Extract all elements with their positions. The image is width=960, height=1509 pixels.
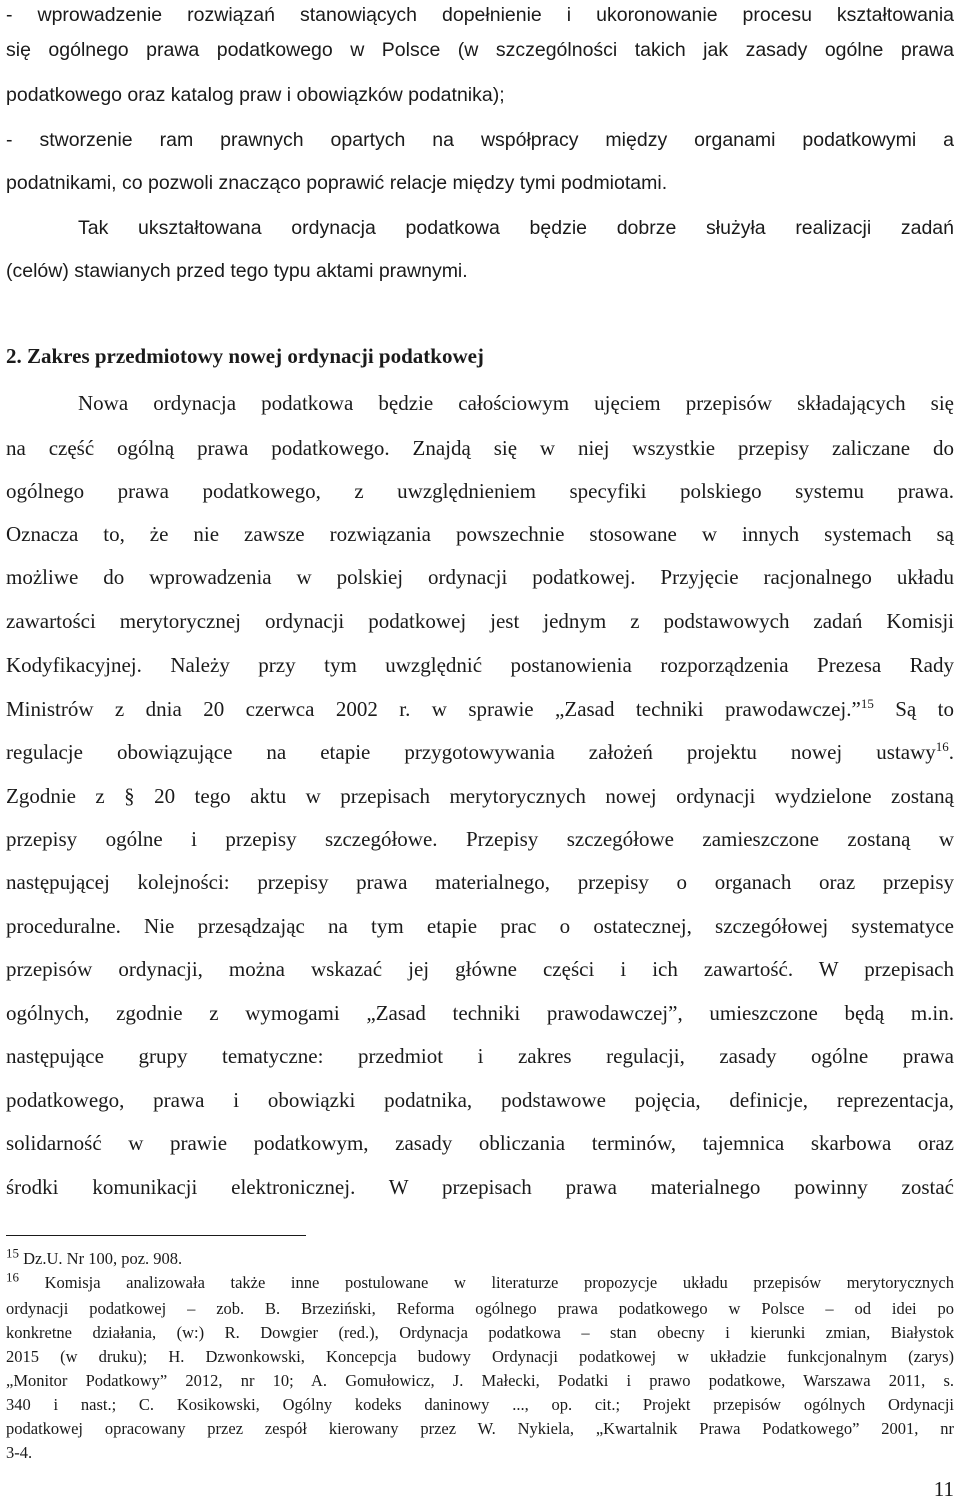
text-line: się ogólnego prawa podatkowego w Polsce (w szczególności takich jak zasady ogólne prawa <box>6 39 954 61</box>
text-line: Tak ukształtowana ordynacja podatkowa będzie dobrze służyła realizacji zadań <box>78 217 954 239</box>
text-line-footnote-ref-16 <box>6 737 954 767</box>
text-line-footnote-ref-15 <box>6 694 954 724</box>
text-line: możliwe do wprowadzenia w polskiej ordynacji podatkowej. Przyjęcie racjonalnego układu <box>6 565 954 589</box>
text-line: - stworzenie ram prawnych opartych na współpracy między organami podatkowymi a <box>6 129 954 151</box>
text-span: Ministrów z dnia 20 czerwca 2002 r. w sprawie „Zasad techniki prawodawczej.” <box>6 697 861 721</box>
footnote-ref-16[interactable]: 16 <box>935 739 949 754</box>
text-line: zawartości merytorycznej ordynacji podatkowej jest jednym z podstawowych zadań Komisji <box>6 609 954 633</box>
footnote-number: 15 <box>6 1245 19 1261</box>
text-line: solidarność w prawie podatkowym, zasady obliczania terminów, tajemnica skarbowa oraz <box>6 1131 954 1155</box>
text-line: na część ogólną prawa podatkowego. Znajdą się w niej wszystkie przepisy zaliczane do <box>6 436 954 460</box>
text-line: podatkowego oraz katalog praw i obowiązków podatnika); <box>6 84 505 106</box>
text-line: Zgodnie z § 20 tego aktu w przepisach merytorycznych nowej ordynacji wydzielone zostaną <box>6 784 954 808</box>
text-line: Oznacza to, że nie zawsze rozwiązania powszechnie stosowane w innych systemach są <box>6 522 954 546</box>
footnote-line: 2015 (w druku); H. Dzwonkowski, Koncepcja budowy Ordynacji podatkowej w układzie funkcjonalnym (zarys) <box>6 1347 954 1366</box>
footnote-ref-15[interactable]: 15 <box>860 696 874 711</box>
text-span: regulacje obowiązujące na etapie przygotowywania założeń projektu nowej ustawy <box>6 740 936 764</box>
footnote-line: podatkowej opracowany przez zespół kierowany przez W. Nykiela, „Kwartalnik Prawa Podatkowego” 2001, nr <box>6 1419 954 1438</box>
footnote-text: Komisja analizowała także inne postulowane w literaturze propozycje układu przepisów merytorycznych <box>19 1273 954 1292</box>
text-line: następujące grupy tematyczne: przedmiot i zakres regulacji, zasady ogólne prawa <box>6 1044 954 1068</box>
text-line: przepisów ordynacji, można wskazać jej główne części i ich zawartość. W przepisach <box>6 957 954 981</box>
text-line: ogólnych, zgodnie z wymogami „Zasad techniki prawodawczej”, umieszczone będą m.in. <box>6 1001 954 1025</box>
footnote-15 <box>6 1245 954 1270</box>
text-line: - wprowadzenie rozwiązań stanowiących dopełnienie i ukoronowanie procesu kształtowania <box>6 4 954 26</box>
text-line: proceduralne. Nie przesądzając na tym etapie prac o ostatecznej, szczegółowej systematyce <box>6 914 954 938</box>
text-line: środki komunikacji elektronicznej. W przepisach prawa materialnego powinny zostać <box>6 1175 954 1199</box>
text-line: ogólnego prawa podatkowego, z uwzględnieniem specyfiki polskiego systemu prawa. <box>6 479 954 503</box>
section-heading: 2. Zakres przedmiotowy nowej ordynacji podatkowej <box>6 344 484 368</box>
footnote-text: Dz.U. Nr 100, poz. 908. <box>19 1249 183 1268</box>
footnote-line: „Monitor Podatkowy” 2012, nr 10; A. Gomułowicz, J. Małecki, Podatki i prawo podatkowe, Warszawa 2011, s. <box>6 1371 954 1390</box>
text-span: Są to <box>873 697 954 721</box>
page-number: 11 <box>933 1477 954 1501</box>
text-line: podatkowego, prawa i obowiązki podatnika, podstawowe pojęcia, definicje, reprezentacja, <box>6 1088 954 1112</box>
footnote-line: ordynacji podatkowej – zob. B. Brzeziński, Reforma ogólnego prawa podatkowego w Polsce – od idei po <box>6 1299 954 1318</box>
text-line: Nowa ordynacja podatkowa będzie całościowym ujęciem przepisów składających się <box>78 391 954 415</box>
text-span: . <box>948 740 954 764</box>
text-line: podatnikami, co pozwoli znacząco poprawić relacje między tymi podmiotami. <box>6 172 668 194</box>
text-line: przepisy ogólne i przepisy szczegółowe. Przepisy szczegółowe zamieszczone zostaną w <box>6 827 954 851</box>
text-line: (celów) stawianych przed tego typu aktami prawnymi. <box>6 260 468 282</box>
footnote-line: konkretne działania, (w:) R. Dowgier (red.), Ordynacja podatkowa – stan obecny i kierunki zmian, Białystok <box>6 1323 954 1342</box>
text-line: następującej kolejności: przepisy prawa materialnego, przepisy o organach oraz przepisy <box>6 870 954 894</box>
footnote-separator <box>6 1235 306 1236</box>
footnote-line: 3-4. <box>6 1443 33 1462</box>
footnote-16 <box>6 1269 954 1294</box>
footnote-line: 340 i nast.; C. Kosikowski, Ogólny kodeks daninowy ..., op. cit.; Projekt przepisów ogólnych Ordynacji <box>6 1395 954 1414</box>
text-line: Kodyfikacyjnej. Należy przy tym uwzględnić postanowienia rozporządzenia Prezesa Rady <box>6 653 954 677</box>
footnote-number: 16 <box>6 1269 19 1285</box>
